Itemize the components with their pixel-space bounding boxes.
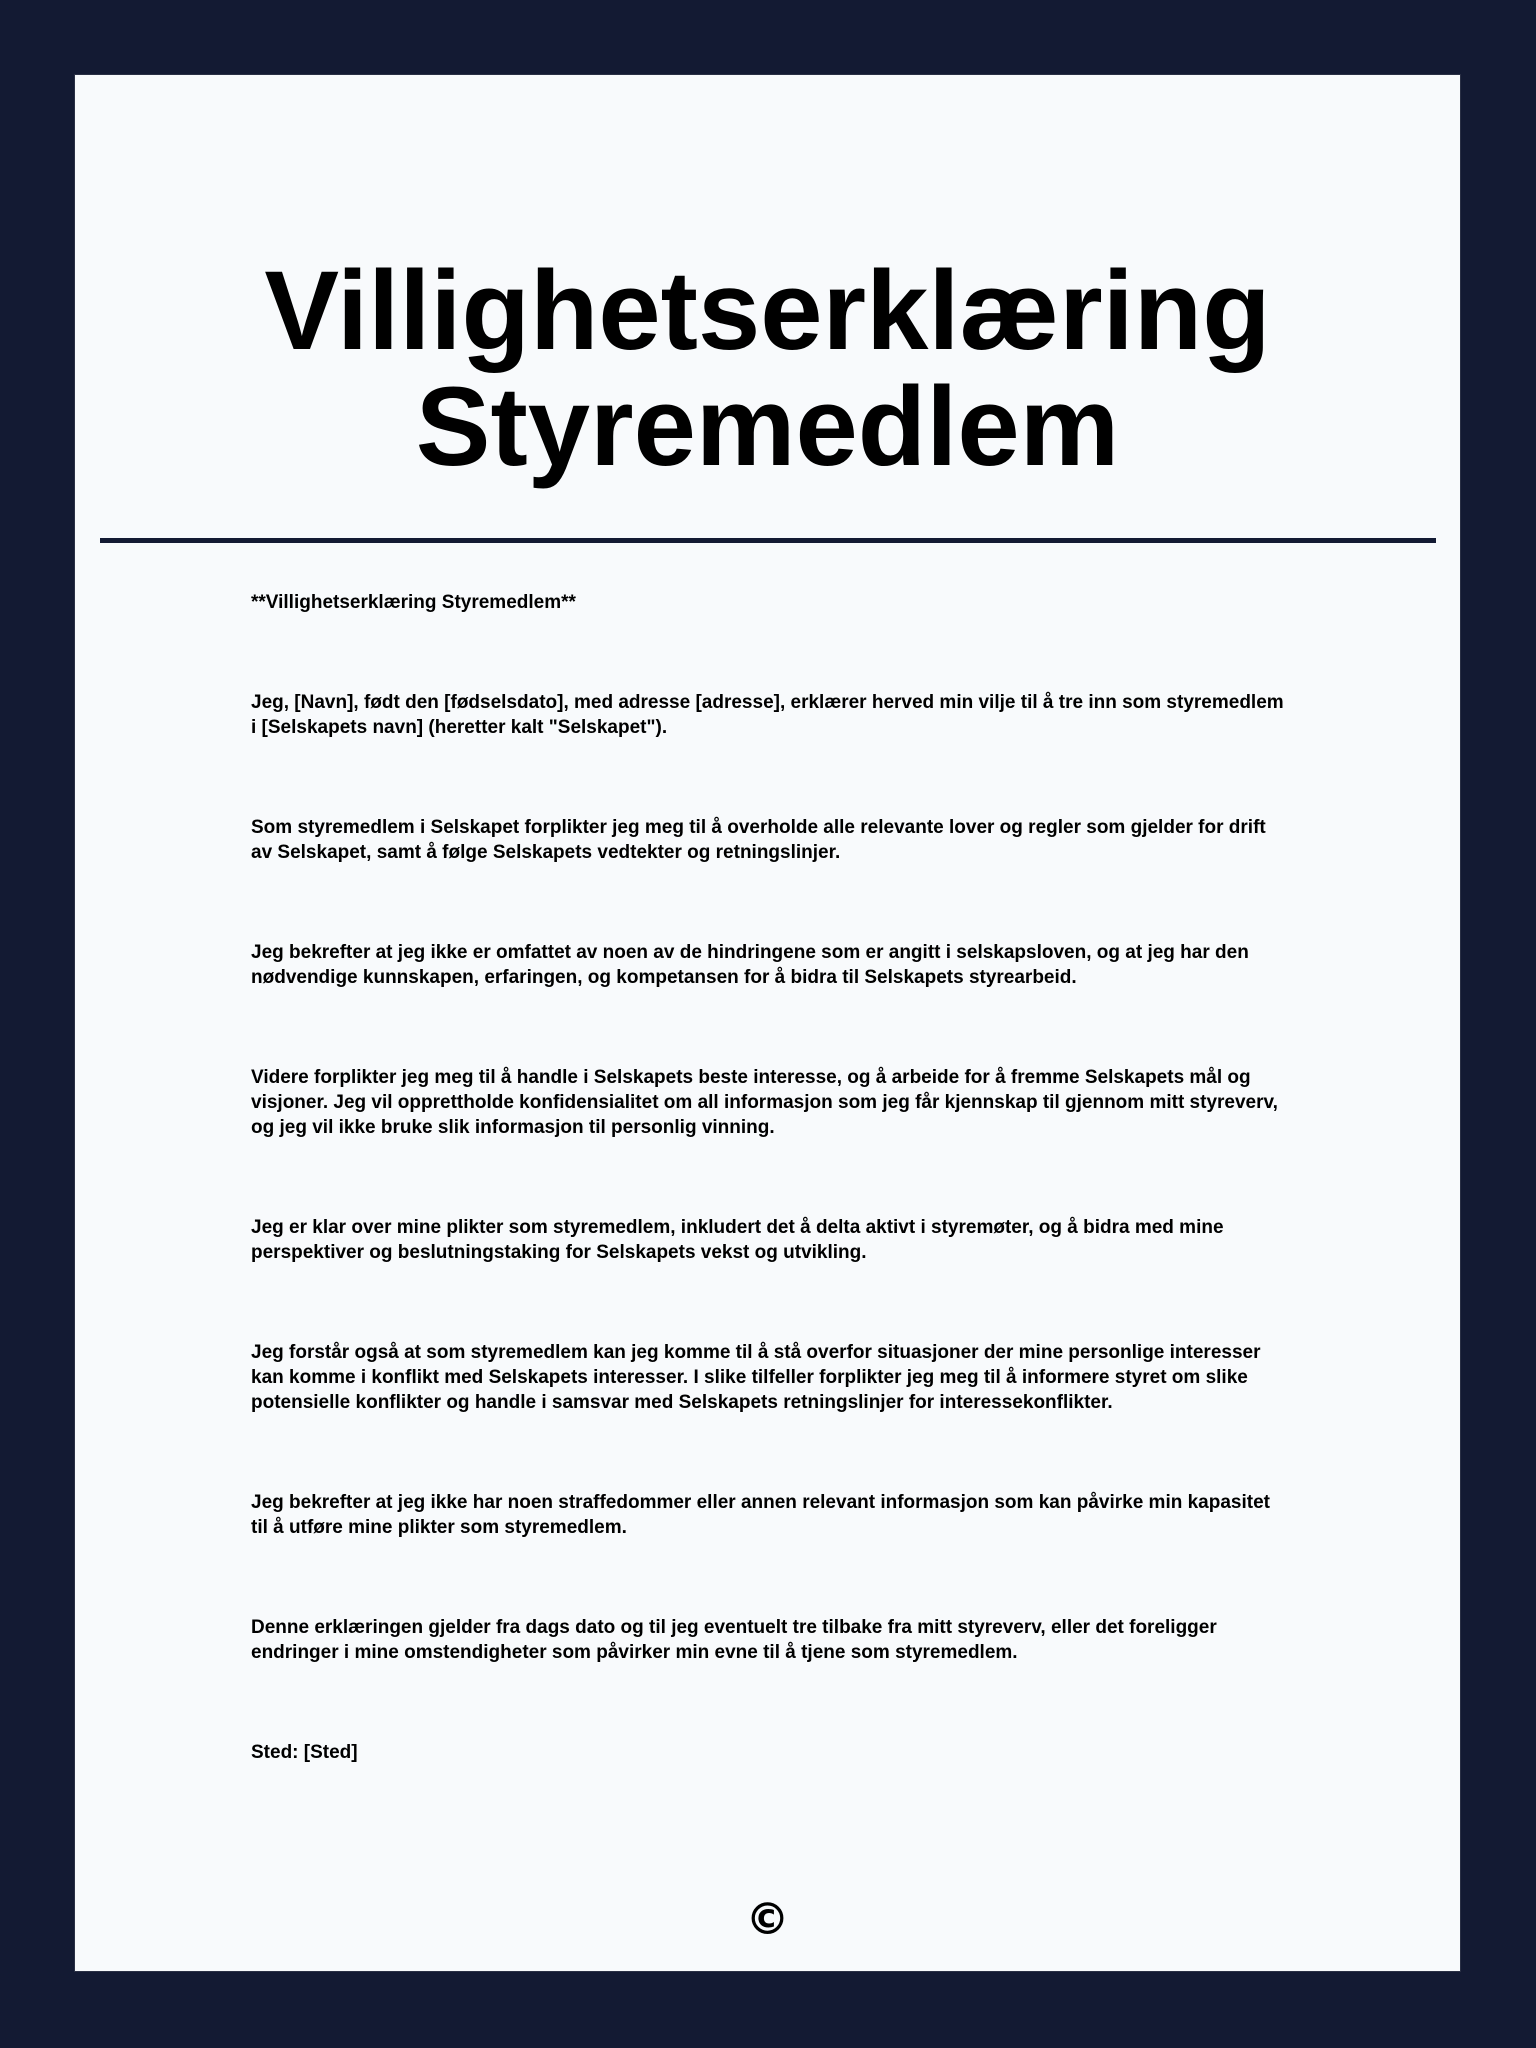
paragraph-criminal-record: Jeg bekrefter at jeg ikke har noen straffedommer eller annen relevant informasjon som kan påvirke min kapasitet til å utføre mine plikter som styremedlem. — [251, 1492, 1270, 1538]
paragraph-obligations: Som styremedlem i Selskapet forplikter jeg meg til å overholde alle relevante lover og regler som gjelder for drift av Selskapet, samt å følge Selskapets vedtekter og retningslinjer. — [251, 817, 1266, 863]
title-divider — [100, 538, 1436, 543]
document-body — [251, 590, 1291, 1765]
paragraph-validity: Denne erklæringen gjelder fra dags dato og til jeg eventuelt tre tilbake fra mitt styreverv, eller det foreligger endringer i mine omstendigheter som påvirker min evne til å tjene som styremedlem. — [251, 1617, 1217, 1663]
paragraph-eligibility: Jeg bekrefter at jeg ikke er omfattet av noen av de hindringene som er angitt i selskapsloven, og at jeg har den nødvendige kunnskapen, erfaringen, og kompetansen for å bidra til Selskapets styrearbeid. — [251, 942, 1249, 988]
document-title — [75, 248, 1460, 489]
paragraph-declaration: Jeg, [Navn], født den [fødselsdato], med adresse [adresse], erklærer herved min vilje til å tre inn som styremedlem i [Selskapets navn] (heretter kalt "Selskapet"). — [251, 692, 1284, 738]
document-page — [74, 74, 1461, 1972]
paragraph-duties: Jeg er klar over mine plikter som styremedlem, inkludert det å delta aktivt i styremøter, og å bidra med mine perspektiver og beslutningstaking for Selskapets vekst og utvikling. — [251, 1217, 1224, 1263]
document-title-text: Villighetserklæring Styremedlem — [264, 248, 1271, 489]
paragraph-conflicts: Jeg forstår også at som styremedlem kan jeg komme til å stå overfor situasjoner der mine personlige interesser kan komme i konflikt med Selskapets interesser. I slike tilfeller forplikter jeg meg til å informere styret om slike potensielle konflikter og handle i samsvar med Selskapets retningslinjer for interessekonflikter. — [251, 1342, 1261, 1413]
place-line: Sted: [Sted] — [251, 1742, 358, 1763]
paragraph-interest-confidentiality: Videre forplikter jeg meg til å handle i Selskapets beste interesse, og å arbeide for å fremme Selskapets mål og visjoner. Jeg vil opprettholde konfidensialitet om all informasjon som jeg får kjennskap til gjennom mitt styreverv, og jeg vil ikke bruke slik informasjon til personlig vinning. — [251, 1067, 1278, 1138]
document-heading: **Villighetserklæring Styremedlem** — [251, 592, 576, 613]
copyright-icon: © — [745, 1894, 790, 1945]
